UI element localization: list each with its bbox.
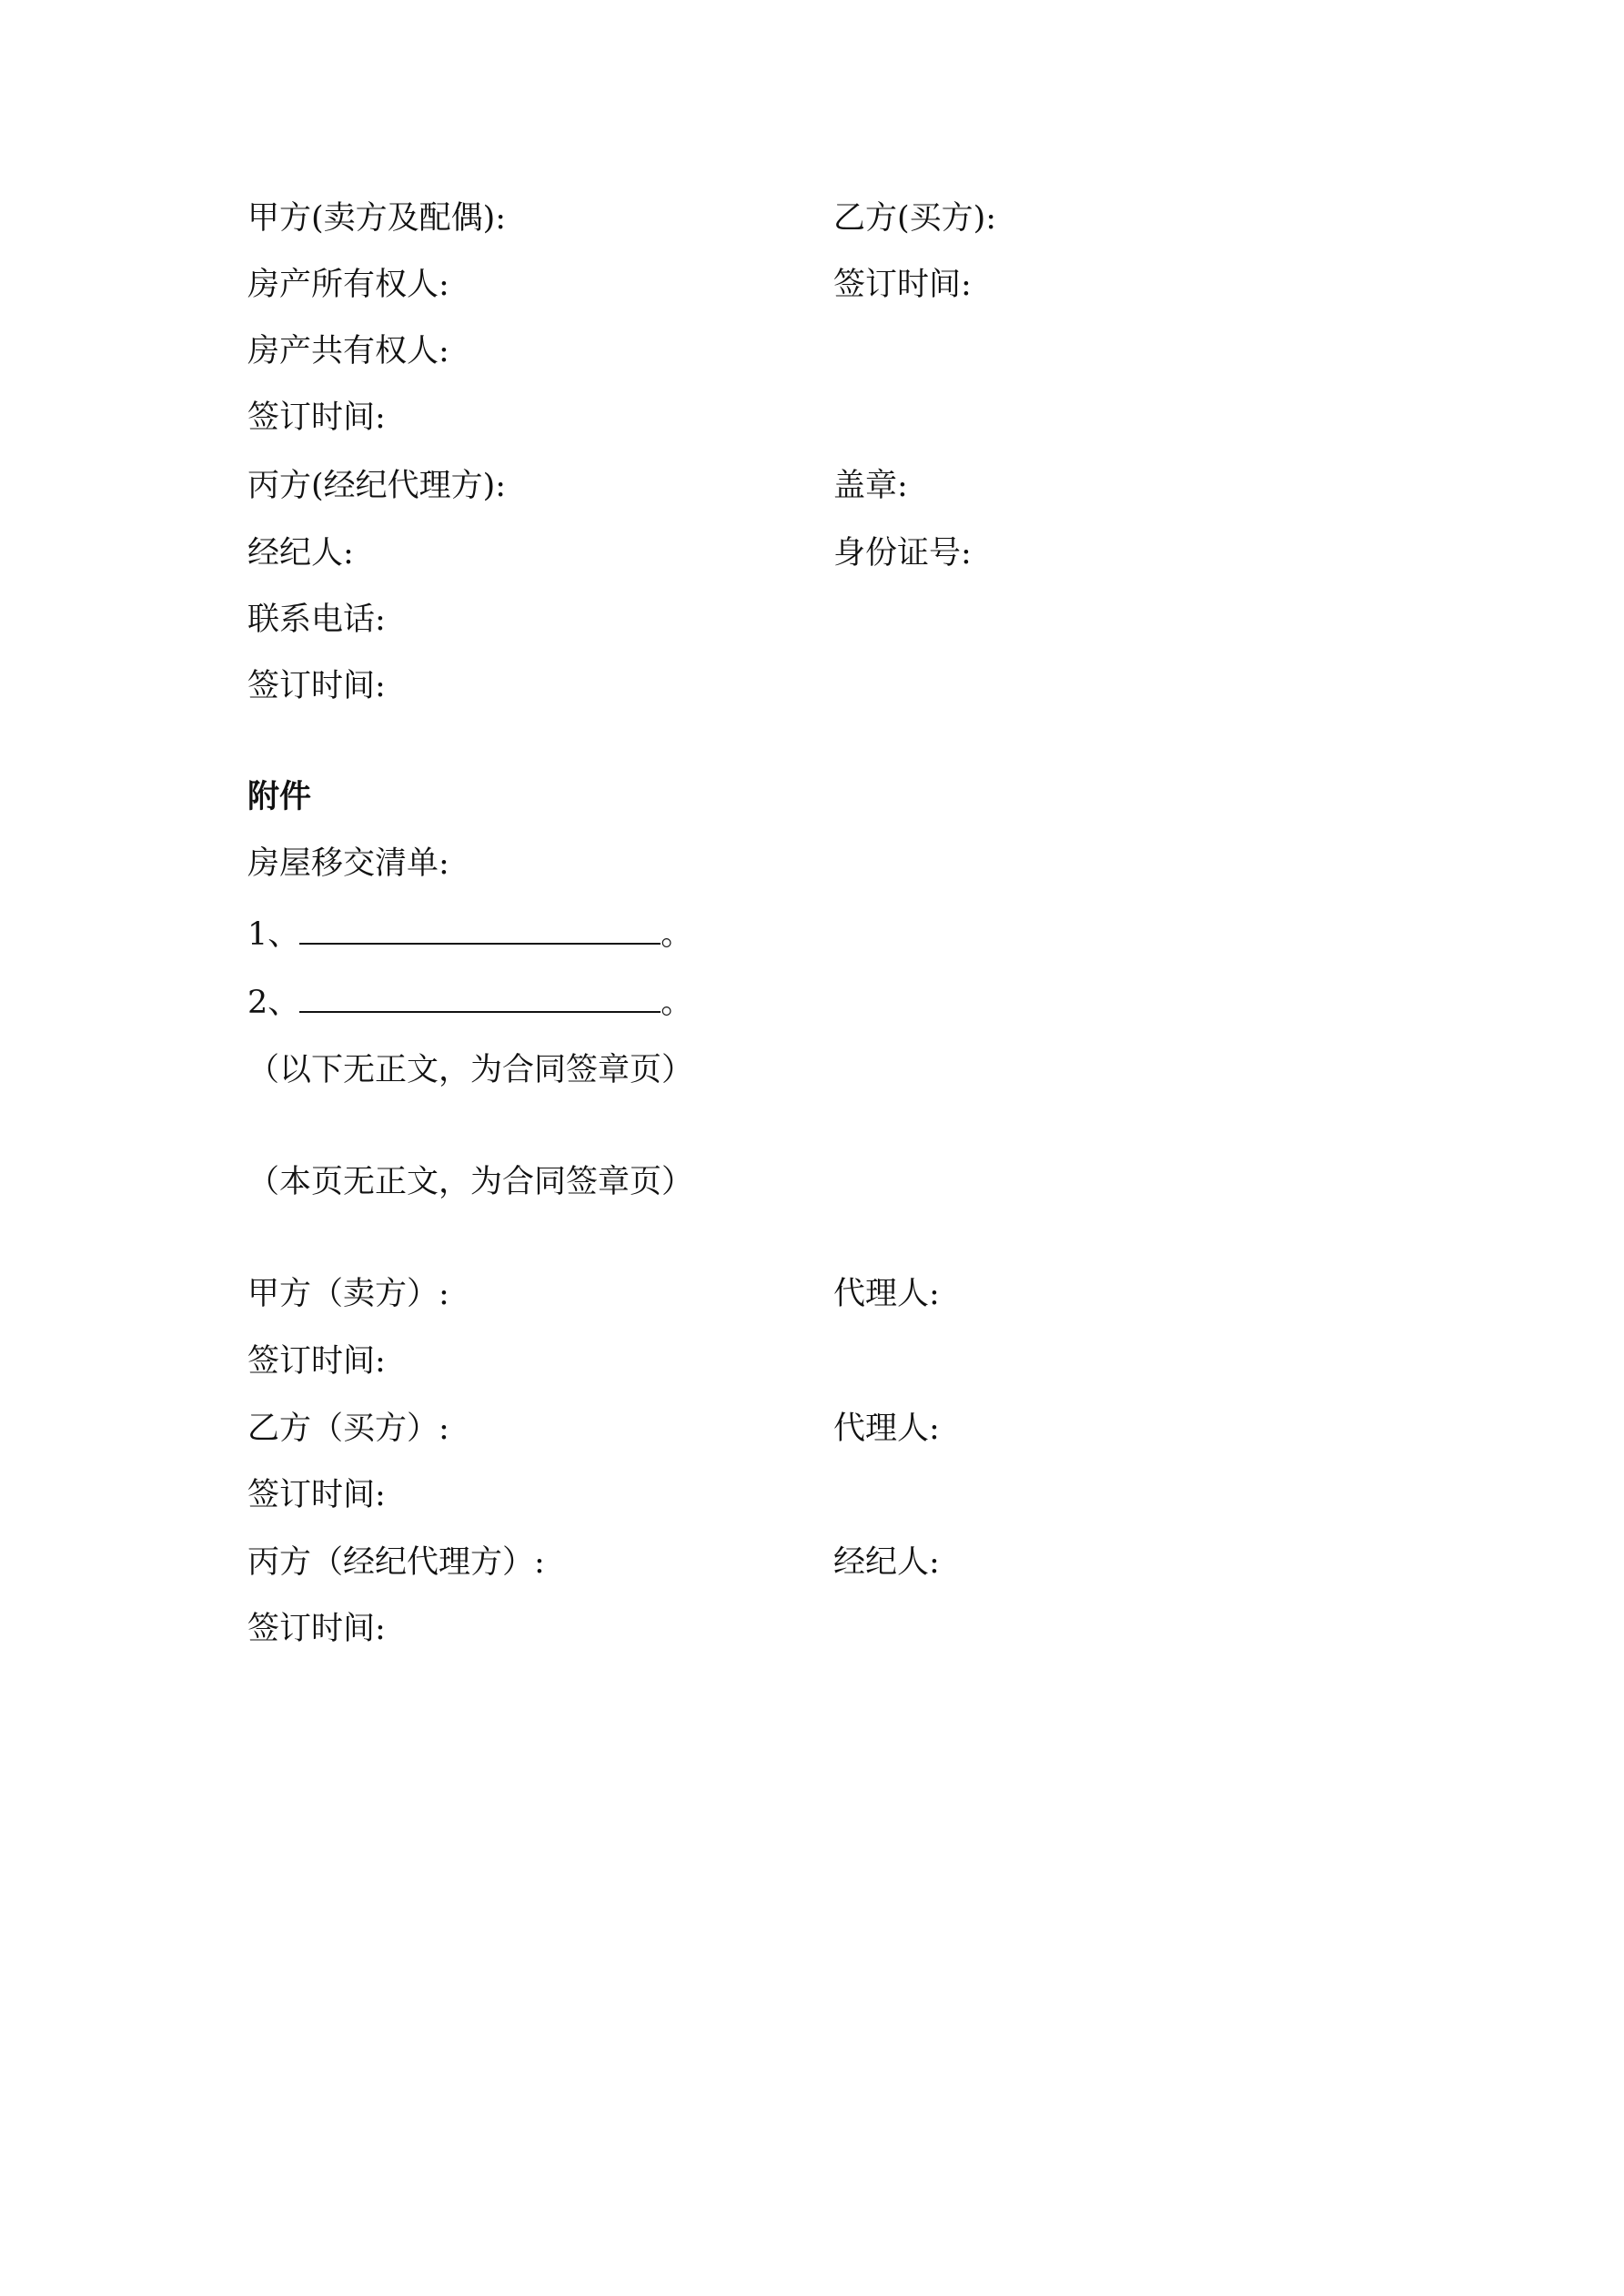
fill-in-blank[interactable] (299, 915, 661, 945)
list-item (247, 915, 692, 955)
contact-phone-label: 联系电话: (247, 602, 386, 638)
party-c-label: 丙方(经纪代理方): (247, 468, 507, 504)
fill-in-blank[interactable] (299, 984, 661, 1013)
seal-label: 盖章: (833, 468, 908, 504)
list-item (247, 983, 692, 1023)
list-item-end: 。 (661, 916, 693, 953)
buyer-signing-time-label: 签订时间: (247, 1477, 386, 1513)
attachment-heading: 附件 (247, 779, 312, 815)
party-b-label: 乙方(买方): (833, 200, 997, 237)
party-a-signing-time-label: 签订时间: (247, 400, 386, 436)
list-item-number: 2、 (247, 985, 300, 1021)
no-text-following-note: （以下无正文，为合同签章页） (247, 1052, 694, 1088)
property-co-owner-label: 房产共有权人: (247, 333, 449, 369)
seller-label: 甲方（卖方）: (247, 1276, 449, 1312)
seller-signing-time-label: 签订时间: (247, 1343, 386, 1380)
seller-agent-label: 代理人: (833, 1276, 940, 1312)
list-item-end: 。 (661, 985, 693, 1021)
broker-signing-time-label: 签订时间: (247, 1611, 386, 1647)
broker-party-label: 丙方（经纪代理方）: (247, 1544, 545, 1581)
agent-label: 经纪人: (247, 535, 354, 571)
list-item-number: 1、 (247, 916, 300, 953)
party-b-signing-time-label: 签订时间: (833, 267, 972, 303)
property-owner-label: 房产所有权人: (247, 267, 449, 303)
signature-page-note: （本页无正文，为合同签章页） (247, 1164, 694, 1200)
handover-list-title: 房屋移交清单: (247, 845, 449, 882)
buyer-label: 乙方（买方）: (247, 1411, 449, 1447)
buyer-agent-label: 代理人: (833, 1411, 940, 1447)
party-a-label: 甲方(卖方及配偶): (247, 200, 507, 237)
party-c-signing-time-label: 签订时间: (247, 668, 386, 704)
broker-label: 经纪人: (833, 1544, 940, 1581)
id-number-label: 身份证号: (833, 535, 972, 571)
